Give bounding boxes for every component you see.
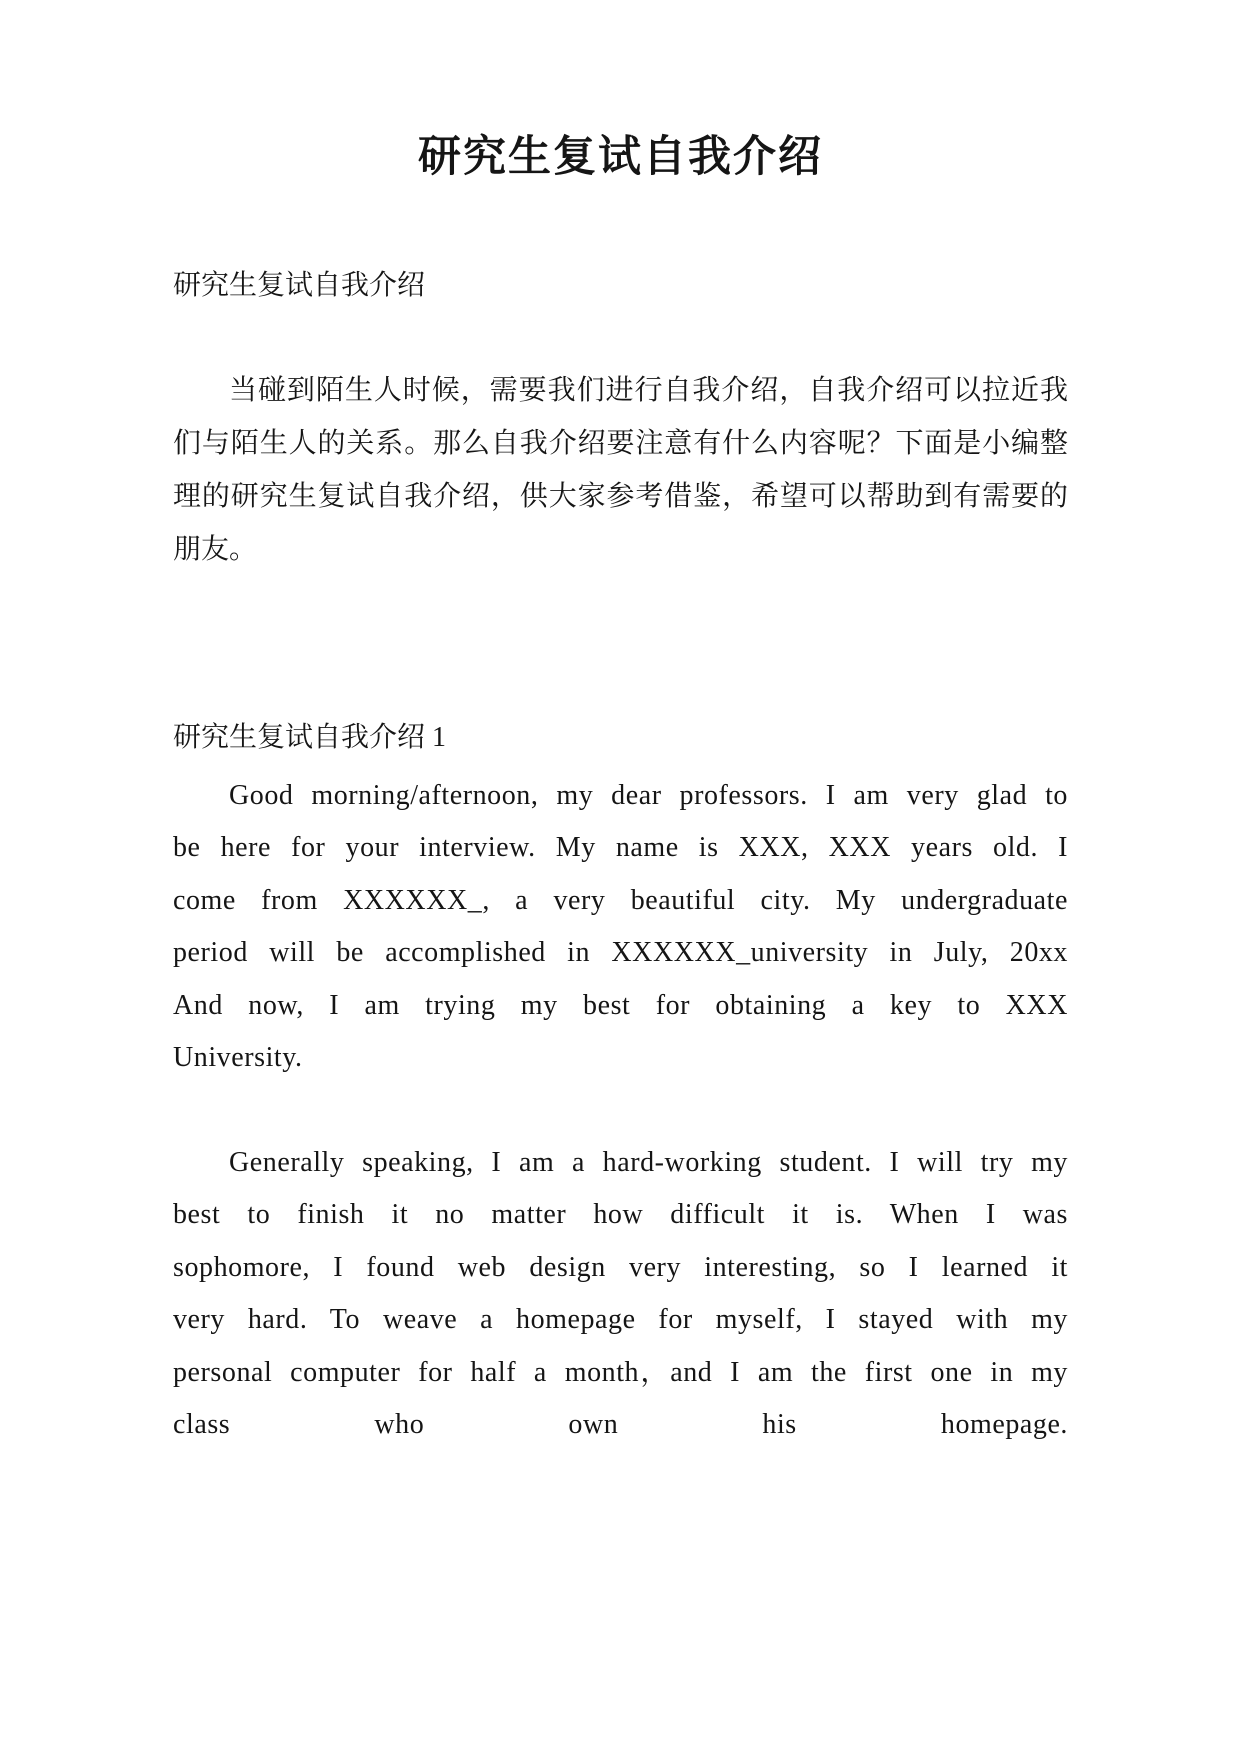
body-paragraph-2: Generally speaking, I am a hard-working student. I will try my best to finish it no matter how difficult it is. When I was sophomore, I found web design very interesting, so I learned it very hard. To weave a homepage for myself, I stayed with my personal computer for half a month，and I am the first one in my class who own his homepage. bbox=[173, 1146, 1068, 1441]
intro-paragraph: 当碰到陌生人时候，需要我们进行自我介绍，自我介绍可以拉近我们与陌生人的关系。那么自我介绍要注意有什么内容呢？下面是小编整理的研究生复试自我介绍，供大家参考借鉴，希望可以帮助到有需要的朋友。 bbox=[173, 374, 1068, 565]
page-title: 研究生复试自我介绍 bbox=[418, 134, 823, 181]
section-heading: 研究生复试自我介绍 1 bbox=[173, 721, 447, 753]
document-subtitle: 研究生复试自我介绍 bbox=[173, 269, 426, 301]
body-paragraph-1: Good morning/afternoon, my dear professors. I am very glad to be here for your interview. My name is XXX, XXX years old. I come from XXXXXX_, a very beautiful city. My undergraduate period will be accomplished in XXXXXX_university in July, 20xx And now, I am trying my best for obtaining a key to XXX University. bbox=[173, 779, 1068, 1074]
